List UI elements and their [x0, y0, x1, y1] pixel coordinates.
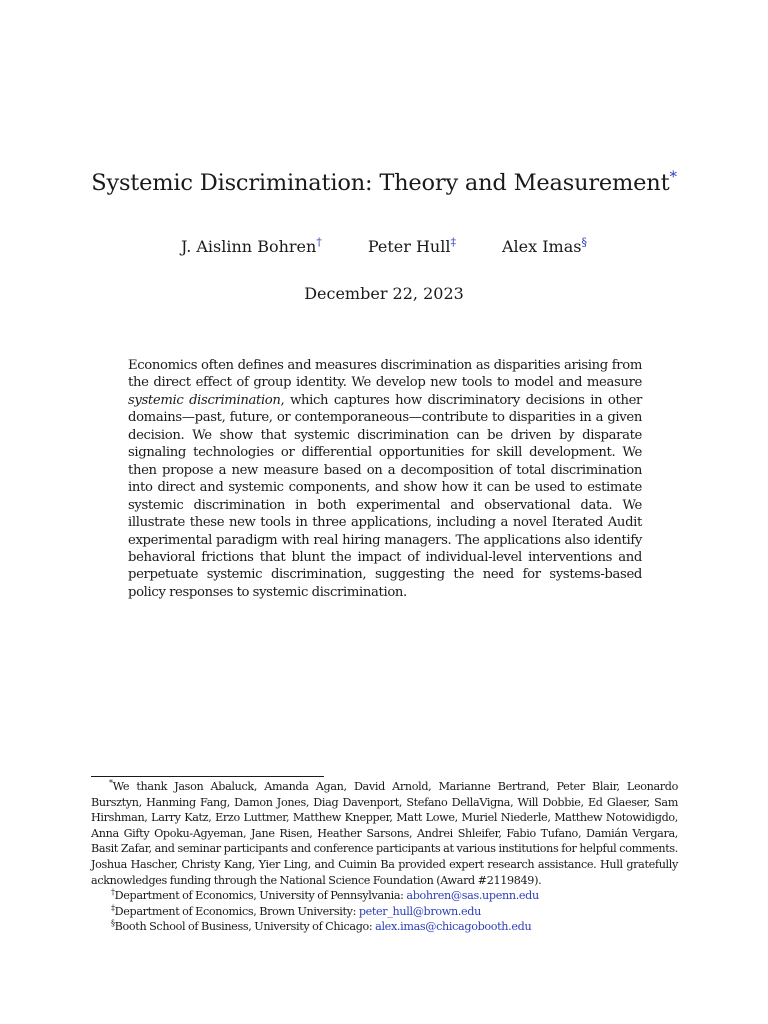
author-footnote-mark[interactable]: †	[316, 235, 322, 249]
footnote-affiliation	[91, 919, 678, 935]
footnotes	[91, 779, 678, 935]
abstract	[128, 357, 642, 601]
author	[368, 237, 456, 256]
paper-title	[0, 167, 768, 196]
paper-date: December 22, 2023	[304, 284, 464, 303]
footnote-text: We thank Jason Abaluck, Amanda Agan, David Arnold, Marianne Bertrand, Peter Blair, Leonardo Bursztyn, Hanming Fang, Damon Jones, Diag Davenport, Stefano DellaVigna, Will Dobbie, Ed Glaeser, Sam Hirshman, Larry Katz, Erzo Luttmer, Matthew Knepper, Matt Lowe, Muriel Niederle, Matthew Notowidigdo, Anna Gifty Opoku-Agyeman, Jane Risen, Heather Sarsons, Andrei Shleifer, Fabio Tufano, Damián Vergara, Basit Zafar, and seminar participants and conference participants at various institutions for helpful comments. Joshua Hascher, Christy Kang, Yier Ling, and Cuimin Ba provided expert research assistance. Hull gratefully acknowledges funding through the National Science Foundation (Award #2119849).	[91, 780, 678, 887]
author-name: J. Aislinn Bohren	[181, 237, 317, 256]
footnote-divider	[91, 776, 324, 777]
affiliation-text: Department of Economics, University of Pennsylvania:	[114, 889, 407, 903]
footnote-affiliation	[91, 888, 678, 904]
paper-title-text: Systemic Discrimination: Theory and Measurement	[91, 170, 670, 196]
author	[181, 237, 322, 256]
author-name: Alex Imas	[501, 237, 582, 256]
abstract-text: Economics often defines and measures discrimination as disparities arising from the direct effect of group identity. We develop new tools to model and measure	[128, 358, 642, 391]
author-list	[0, 237, 768, 256]
affiliation-text: Department of Economics, Brown University:	[114, 904, 359, 918]
author-name: Peter Hull	[367, 237, 451, 256]
footnote-symbol: †	[111, 887, 115, 897]
abstract-text: , which captures how discriminatory decisions in other domains—past, future, or contemporaneous—contribute to disparities in a given decision. We show that systemic discrimination can be driven by disparate signaling technologies or differential opportunities for skill development. We then propose a new measure based on a decomposition of total discrimination into direct and systemic components, and show how it can be used to estimate systemic discrimination in both experimental and observational data. We illustrate these new tools in three applications, including a novel Iterated Audit experimental paradigm with real hiring managers. The applications also identify behavioral frictions that blunt the impact of individual-level interventions and perpetuate systemic discrimination, suggesting the need for systems-based policy responses to systemic discrimination.	[128, 392, 642, 600]
abstract-emphasis: systemic discrimination	[128, 392, 281, 408]
title-footnote-mark[interactable]: *	[669, 167, 677, 186]
footnote-affiliation	[91, 904, 678, 920]
abstract-paragraph	[128, 357, 642, 601]
author-footnote-mark[interactable]: §	[581, 235, 587, 249]
footnote-symbol: *	[109, 778, 113, 788]
footnote-symbol: §	[111, 918, 115, 928]
email-link[interactable]: peter_hull@brown.edu	[358, 904, 481, 918]
author-footnote-mark[interactable]: ‡	[450, 235, 456, 249]
footnote-acknowledgment	[91, 779, 678, 888]
author	[502, 237, 587, 256]
footnote-symbol: ‡	[111, 903, 115, 913]
email-link[interactable]: alex.imas@chicagobooth.edu	[375, 920, 532, 934]
email-link[interactable]: abohren@sas.upenn.edu	[406, 889, 539, 903]
affiliation-text: Booth School of Business, University of Chicago:	[114, 920, 376, 934]
